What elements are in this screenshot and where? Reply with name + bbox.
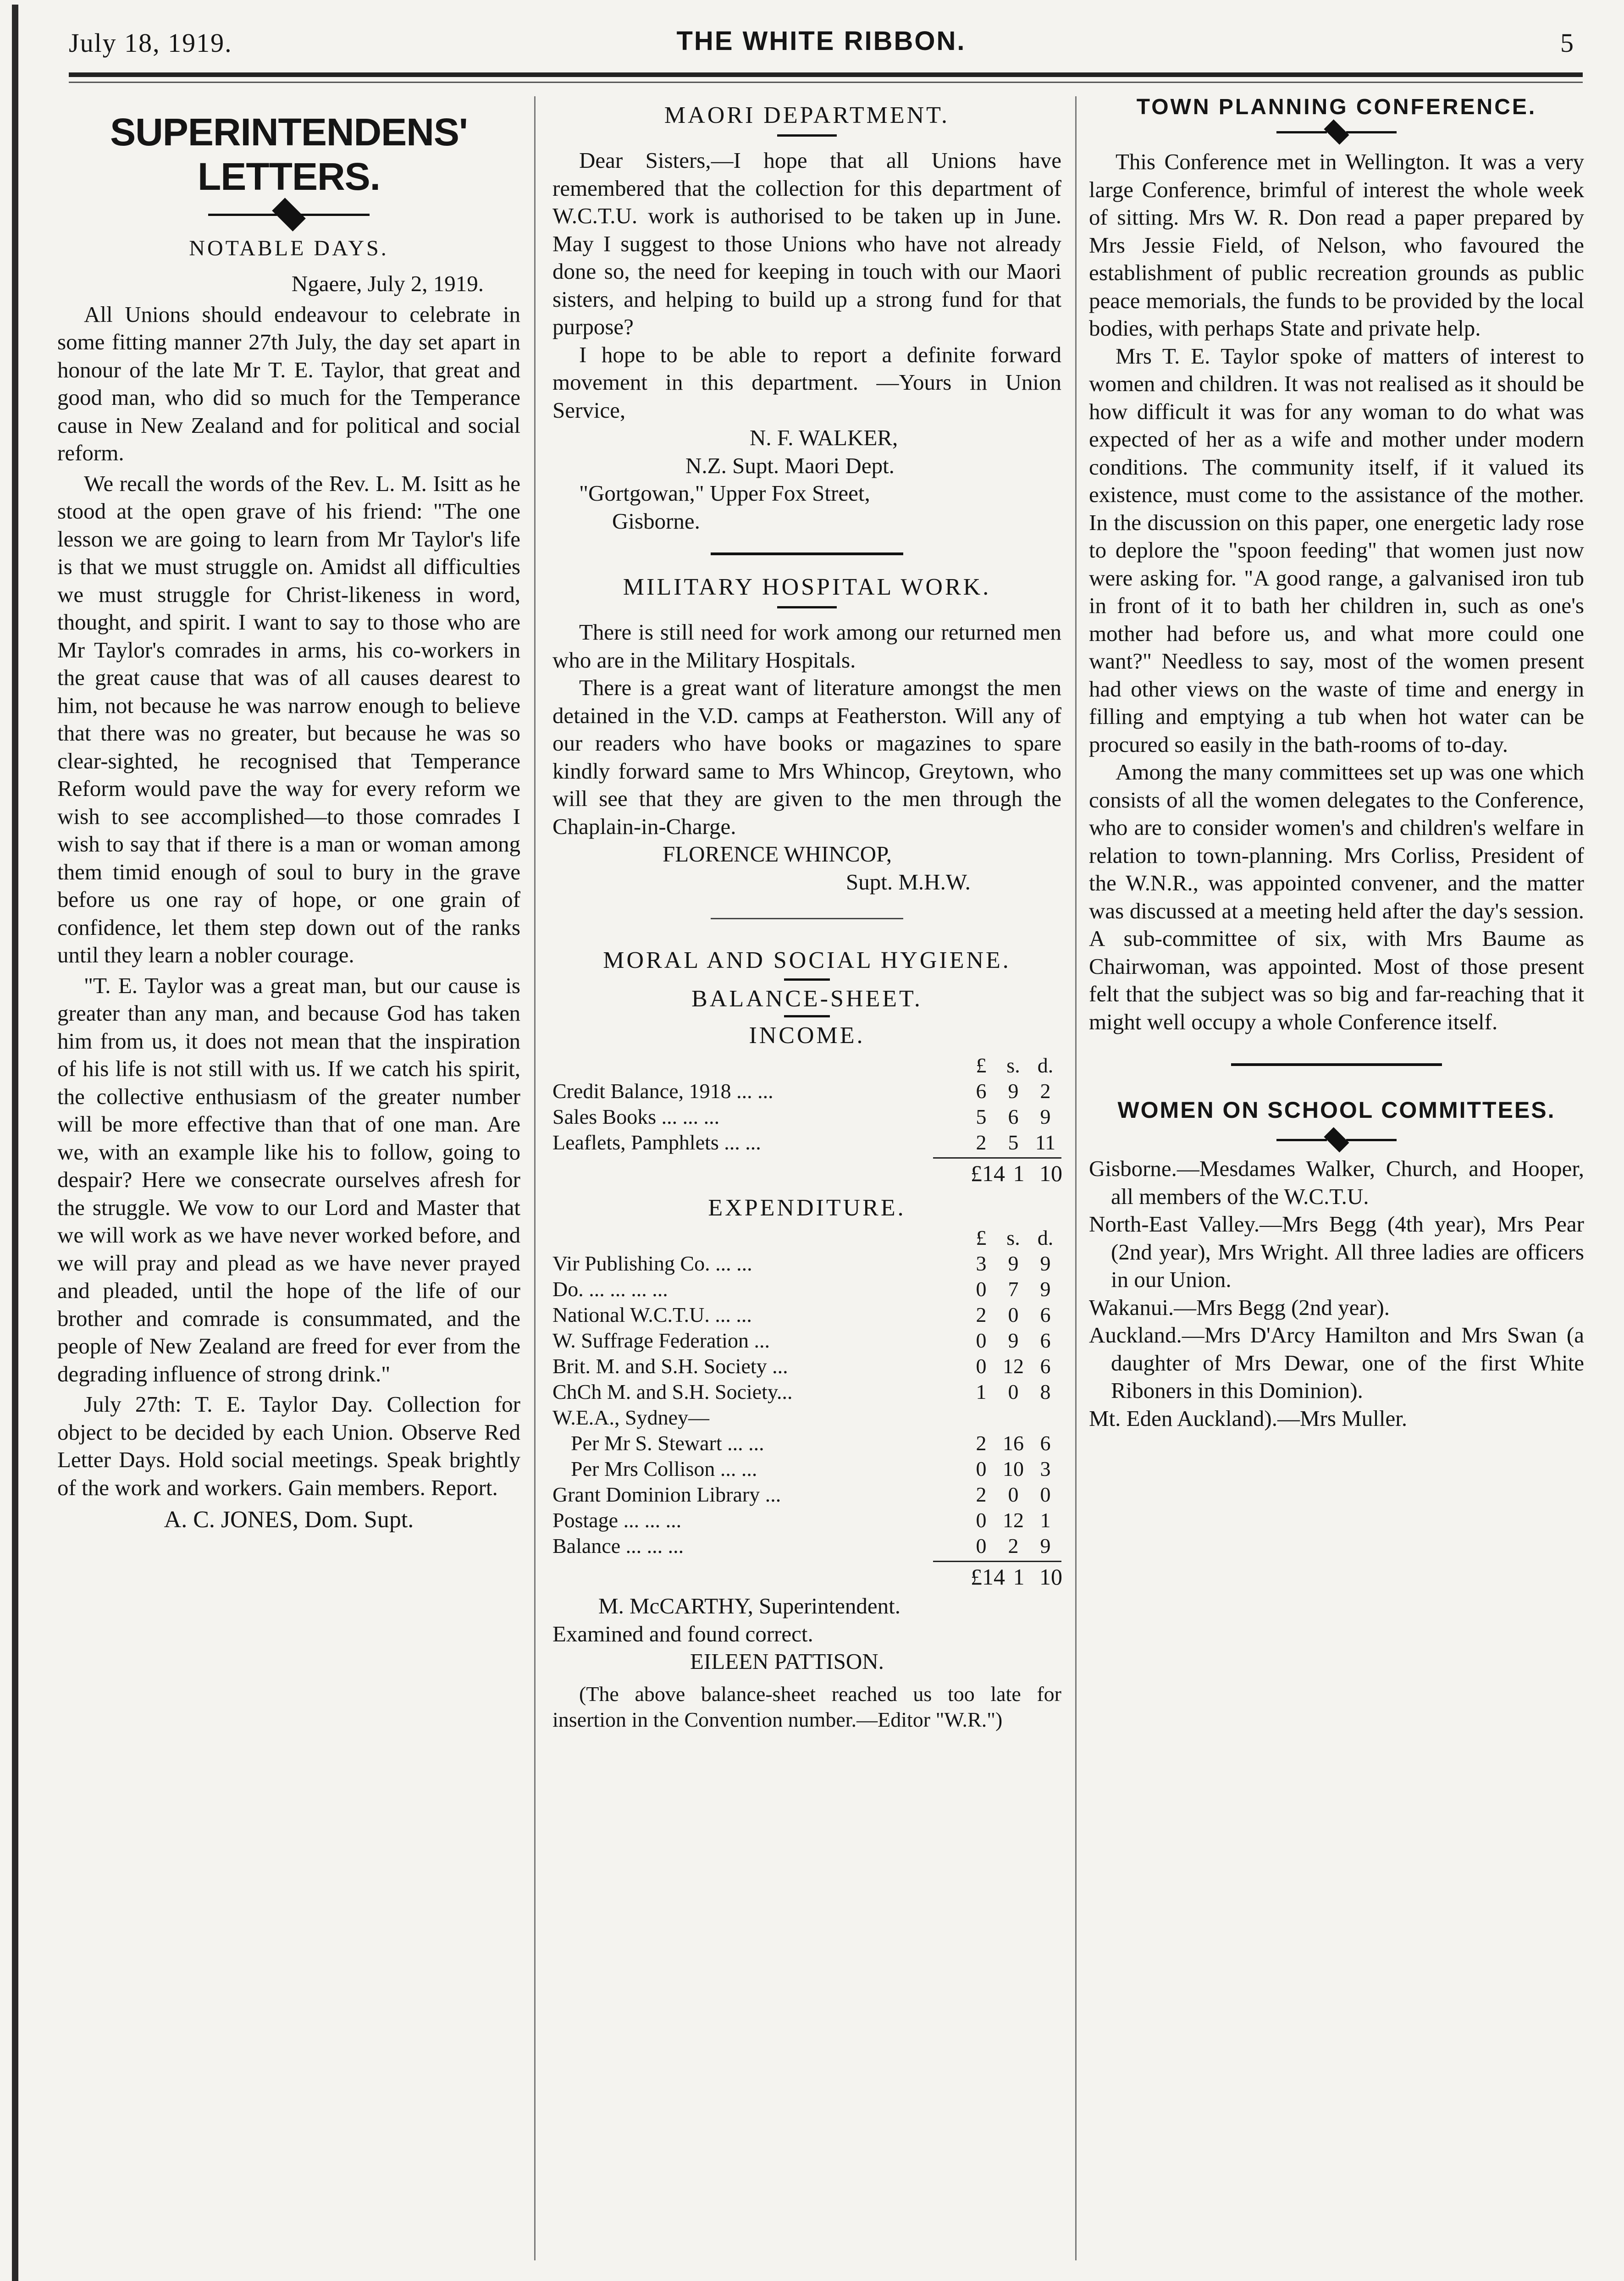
pounds: 0 [976,1329,987,1352]
signature: A. C. JONES, Dom. Supt. [164,1507,414,1533]
publication-title: THE WHITE RIBBON. [676,26,966,56]
examined-note: Examined and found correct. [552,1621,813,1646]
pounds: 6 [976,1079,987,1103]
shillings [997,1405,1029,1430]
school-entry: Auckland.—Mrs D'Arcy Hamilton and Mrs Swan (a daughter of Mrs Dewar, one of the first White Riboners in this Dominion). [1089,1322,1584,1403]
town-heading: TOWN PLANNING CONFERENCE. [1136,95,1537,119]
table-row [552,1353,1061,1379]
shillings: 12 [1003,1354,1024,1378]
pence: 8 [1040,1380,1051,1403]
column-separator [534,96,536,2260]
dash-divider [777,606,837,608]
dash-divider [784,978,830,981]
expenditure-table [552,1225,1061,1591]
column-separator [1075,96,1077,2260]
pounds: 5 [976,1105,987,1128]
shillings-header: s. [1006,1226,1020,1249]
paragraph: There is a great want of literature amongst the men detained in the V.D. camps at Featherston. Will any of our readers who have books or magazines to spare kindly forward same to Mrs Whincop, Greytown, who will see that they are given to the men through the Chaplain-in-Charge. [552,675,1061,839]
currency-header-row [552,1053,1061,1078]
school-entry: Wakanui.—Mrs Begg (2nd year). [1089,1294,1390,1320]
paragraph: Mrs T. E. Taylor spoke of matters of interest to women and children. It was not realised as it should be how difficult it was for any woman to do what was expected of her as a wife and mother under modern conditions. The community itself, if it valued its existence, must come to the assistance of the mother. In the discussion on this paper, one energetic lady rose to deplore the "spoon feeding" that women just now were asking for. "A good range, a galvanised iron tub in front of it to bath her children in, such as one's mother had before us, and what more could one want?" Needless to say, most of the women present had other views on the waste of time and energy in filling and emptying a tub when hot water can be procured so easily in the bath-rooms of to-day. [1089,343,1584,757]
pence: 0 [1040,1483,1051,1506]
income-table [552,1053,1061,1188]
paragraph: I hope to be able to report a definite forward movement in this department. —Yours in Union Service, [552,342,1061,423]
row-label: Brit. M. and S.H. Society ... [552,1354,788,1378]
pounds: 2 [976,1431,987,1455]
school-entry: Mt. Eden Auckland).—Mrs Muller. [1089,1405,1408,1431]
table-row [552,1130,1061,1155]
pence: 2 [1040,1079,1051,1103]
pence-header: d. [1037,1226,1054,1249]
issue-date: July 18, 1919. [69,28,232,58]
row-label: Credit Balance, 1918 ... ... [552,1079,773,1103]
column-superintendents [57,92,520,1534]
total-pence: 10 [1039,1564,1062,1590]
ornament-divider [1089,125,1584,139]
row-label: W. Suffrage Federation ... [552,1329,770,1352]
section-heading: NOTABLE DAYS. [189,236,389,260]
shillings: 9 [1008,1329,1019,1352]
pounds: 0 [976,1354,987,1378]
shillings: 12 [1003,1508,1024,1532]
superintendent-signature: M. McCARTHY, Superintendent. [598,1593,900,1618]
pounds: 0 [976,1457,987,1480]
section-divider [711,918,903,919]
table-row [552,1078,1061,1104]
table-row [552,1328,1061,1353]
pence: 9 [1040,1252,1051,1275]
military-heading: MILITARY HOSPITAL WORK. [623,574,991,600]
pounds: 2 [976,1303,987,1326]
shillings: 0 [1008,1303,1019,1326]
pence: 6 [1040,1329,1051,1352]
table-row [552,1251,1061,1276]
signature-address: "Gortgowan," Upper Fox Street, [579,481,870,506]
pence-header: d. [1037,1054,1054,1077]
dash-divider [777,134,837,137]
shillings-header: s. [1006,1054,1020,1077]
left-margin-rule [12,5,18,2281]
table-row [552,1533,1061,1559]
shillings: 5 [1008,1131,1019,1154]
section-divider [711,552,903,555]
total-shillings: 1 [1013,1564,1025,1590]
school-entry: North-East Valley.—Mrs Begg (4th year), Mrs Pear (2nd year), Mrs Wright. All three ladies are officers in our Union. [1089,1211,1584,1292]
table-row [552,1482,1061,1508]
pence: 3 [1040,1457,1051,1480]
table-row [552,1379,1061,1405]
table-row [552,1276,1061,1302]
pounds-header: £ [976,1226,987,1249]
table-row [552,1405,1061,1430]
table-row [552,1508,1061,1533]
pounds: 3 [976,1252,987,1275]
pence: 9 [1040,1105,1051,1128]
total-pounds: £14 [971,1564,1005,1590]
row-label: Vir Publishing Co. ... ... [552,1252,752,1275]
balance-heading: BALANCE-SHEET. [691,986,922,1012]
signature-title: N.Z. Supt. Maori Dept. [685,453,895,478]
row-label: Leaflets, Pamphlets ... ... [552,1131,761,1154]
shillings: 0 [1008,1483,1019,1506]
pounds: 0 [976,1508,987,1532]
dash-divider [784,1015,830,1017]
pounds: 2 [976,1483,987,1506]
row-label: Postage ... ... ... [552,1508,682,1532]
school-heading: WOMEN ON SCHOOL COMMITTEES. [1117,1097,1556,1123]
row-label: ChCh M. and S.H. Society... [552,1380,793,1403]
main-heading: SUPERINTENDENS' LETTERS. [110,110,468,198]
pounds-header: £ [976,1054,987,1077]
income-total-row [552,1159,1061,1188]
row-label: Grant Dominion Library ... [552,1483,781,1506]
pence: 11 [1035,1131,1056,1154]
pounds: 0 [976,1534,987,1557]
header-rule [69,72,1583,77]
pounds [965,1405,997,1430]
pence: 6 [1040,1303,1051,1326]
hygiene-heading: MORAL AND SOCIAL HYGIENE. [603,947,1011,973]
signature-name: N. F. WALKER, [750,425,898,450]
shillings: 16 [1003,1431,1024,1455]
paragraph: This Conference met in Wellington. It was a very large Conference, brimful of interest the whole week of sitting. Mrs W. R. Don read a paper prepared by Mrs Jessie Field, of Nelson, who favoured the establishment of public recreation grounds as public peace memorials, the funds to be provided by the local bodies, with perhaps State and private help. [1089,149,1584,341]
paragraph: "T. E. Taylor was a great man, but our cause is greater than any man, and because God has taken him from us, it does not mean that the inspiration of his life is not still with us. If we catch his spirit, the collective enthusiasm of the greater number will be more effective than that of one man. Are we, with an example like his to follow, going to despair? Here we consecrate ourselves afresh for the struggle. We vow to our Lord and Master that we will work as we have never worked before, and we will pray and plead as we have never prayed and pleaded, until the hope of the life of our brother and comrade is consummated, and the people of New Zealand are freed for ever from the degrading influence of strong drink." [57,972,520,1386]
paragraph: Dear Sisters,—I hope that all Unions have remembered that the collection for this department of W.C.T.U. work is authorised to be taken up in June. May I suggest to those Unions who have not already done so, the need for keeping in touch with our Maori sisters, and helping to build up a strong fund for that purpose? [552,148,1061,339]
page-header [69,23,1574,73]
ornament-divider [57,205,520,224]
table-row [552,1430,1061,1456]
pence: 6 [1040,1354,1051,1378]
total-pounds: £14 [971,1160,1005,1186]
income-heading: INCOME. [749,1022,865,1049]
maori-heading: MAORI DEPARTMENT. [664,102,950,128]
shillings: 6 [1008,1105,1019,1128]
dateline: Ngaere, July 2, 1919. [291,271,484,296]
row-label: Per Mrs Collison ... ... [571,1457,757,1480]
page-number: 5 [1560,28,1574,58]
pence: 1 [1040,1508,1051,1532]
shillings: 9 [1008,1079,1019,1103]
pence: 9 [1040,1277,1051,1301]
signature-name: FLORENCE WHINCOP, [663,841,892,867]
paragraph: July 27th: T. E. Taylor Day. Collection for object to be decided by each Union. Observe Red Letter Days. Hold social meetings. Speak brightly of the work and workers. Gain members. Report. [57,1392,520,1500]
editor-note: (The above balance-sheet reached us too late for insertion in the Convention number.—Editor "W.R.") [552,1682,1061,1731]
signature-town: Gisborne. [612,508,700,534]
shillings: 10 [1003,1457,1024,1480]
row-label: Do. ... ... ... ... [552,1277,668,1301]
shillings: 0 [1008,1380,1019,1403]
pounds: 0 [976,1277,987,1301]
ornament-divider [1089,1133,1584,1147]
paragraph: We recall the words of the Rev. L. M. Isitt as he stood at the open grave of his friend: "The one lesson we are going to learn from Mr Taylor's life is that we must struggle on. Amidst all difficulties we must struggle for Christ-likeness in word, thought, and spirit. I want to say to those who are Mr Taylor's comrades in arms, his co-workers in the great cause that was of all causes dearest to him, not because he was narrow enough to believe that there was no greater, but because he was so clear-sighted, he recognised that Temperance Reform would pave the way for every reform we wish to see accomplished—to those comrades I wish to say that if there is a man or woman among them timid enough of soul to bury in the grave before us one ray of hope, or one grain of confidence, let them step down out of the ranks until they learn a nobler courage. [57,470,520,967]
column-departments [552,92,1061,1733]
column-town-planning [1089,92,1584,1432]
paragraph: Among the many committees set up was one which consists of all the women delegates to the Conference, who are to consider women's and children's welfare in relation to town-planning. Mrs Corliss, President of the W.N.R., was appointed convener, and the matter was discussed at a meeting held after the day's session. A sub-committee of six, with Mrs Baume as Chairwoman, was appointed. Most of those present felt that the subject was so big and far-reaching that it might well occupy a whole Conference itself. [1089,759,1584,1034]
shillings: 9 [1008,1252,1019,1275]
total-pence: 10 [1039,1160,1062,1186]
table-row [552,1302,1061,1328]
pounds: 1 [976,1380,987,1403]
header-rule-thin [69,82,1583,83]
row-label: Balance ... ... ... [552,1534,684,1557]
row-label: National W.C.T.U. ... ... [552,1303,752,1326]
expenditure-heading: EXPENDITURE. [708,1195,906,1221]
row-label: W.E.A., Sydney— [552,1406,710,1429]
pence: 6 [1040,1431,1051,1455]
section-divider [1231,1063,1442,1066]
expenditure-total-row [552,1562,1061,1591]
school-entry: Gisborne.—Mesdames Walker, Church, and Hooper, all members of the W.C.T.U. [1089,1156,1584,1209]
pence: 9 [1040,1534,1051,1557]
pounds: 2 [976,1131,987,1154]
signature-title: Supt. M.H.W. [846,869,971,895]
table-row [552,1104,1061,1130]
row-label: Per Mr S. Stewart ... ... [571,1431,764,1455]
currency-header-row [552,1225,1061,1251]
total-shillings: 1 [1013,1160,1025,1186]
shillings: 2 [1008,1534,1019,1557]
paragraph: There is still need for work among our returned men who are in the Military Hospitals. [552,619,1061,673]
examiner-name: EILEEN PATTISON. [690,1649,884,1674]
pence [1029,1405,1061,1430]
paragraph: All Unions should endeavour to celebrate in some fitting manner 27th July, the day set apart in honour of the late Mr T. E. Taylor, that great and good man, who did so much for the Temperance cause in New Zealand and for political and social reform. [57,301,520,465]
table-row [552,1456,1061,1482]
shillings: 7 [1008,1277,1019,1301]
row-label: Sales Books ... ... ... [552,1105,720,1128]
